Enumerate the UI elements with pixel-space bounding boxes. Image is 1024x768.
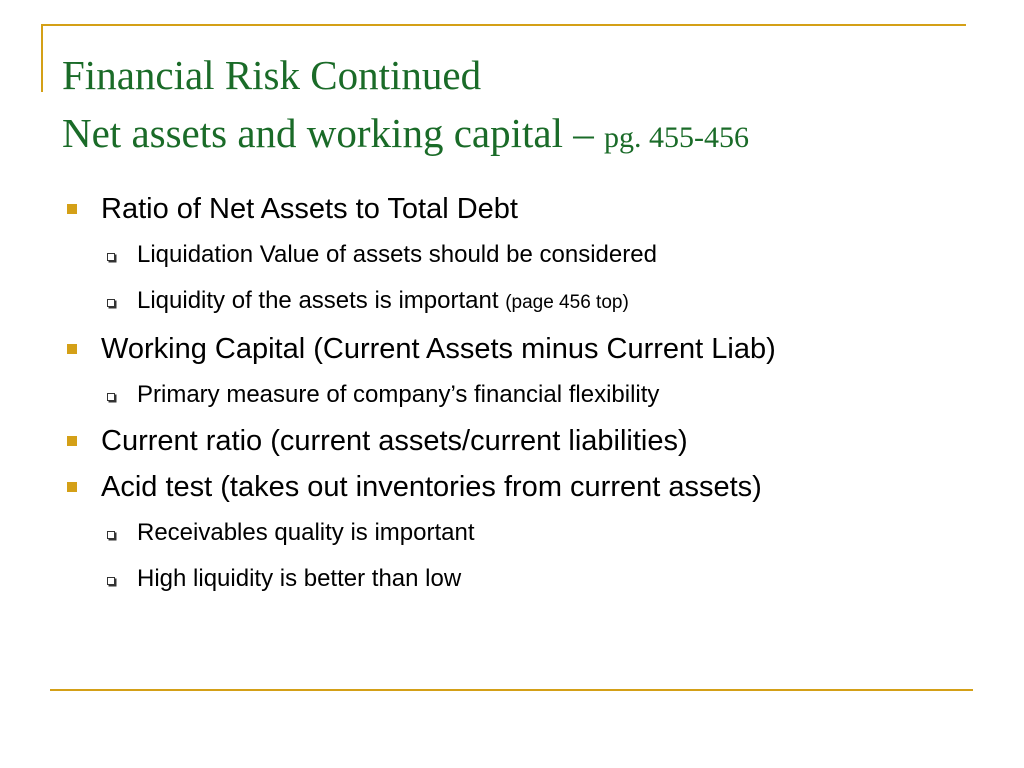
bullet-text: Ratio of Net Assets to Total Debt (101, 193, 518, 225)
bullet-item (62, 326, 1012, 372)
frame-top-rule (41, 24, 966, 26)
sub-bullet-item (62, 510, 1012, 556)
frame-left-rule (41, 24, 43, 92)
hollow-square-bullet-icon (107, 531, 115, 539)
square-bullet-icon (67, 204, 77, 214)
page-note: (page 456 top) (505, 292, 629, 313)
sub-bullet-text: Primary measure of company’s financial flexibility (137, 381, 660, 408)
square-bullet-icon (67, 344, 77, 354)
bullet-text: Acid test (takes out inventories from current assets) (101, 471, 762, 503)
bullet-item (62, 464, 1012, 510)
sub-bullet-item (62, 278, 1012, 326)
sub-bullet-text: Liquidation Value of assets should be considered (137, 241, 657, 268)
bullet-text: Current ratio (current assets/current liabilities) (101, 425, 688, 457)
sub-bullet-text: Receivables quality is important (137, 519, 475, 546)
hollow-square-bullet-icon (107, 253, 115, 261)
sub-bullet-text: High liquidity is better than low (137, 565, 462, 592)
bullet-item (62, 418, 1012, 464)
sub-bullet-text: Liquidity of the assets is important (137, 287, 506, 314)
title-line-1: Financial Risk Continued (62, 52, 482, 98)
square-bullet-icon (67, 482, 77, 492)
hollow-square-bullet-icon (107, 393, 115, 401)
title-page-reference: pg. 455-456 (603, 121, 749, 154)
square-bullet-icon (67, 436, 77, 446)
bullet-text: Working Capital (Current Assets minus Current Liab) (101, 333, 776, 365)
sub-bullet-item (62, 232, 1012, 278)
hollow-square-bullet-icon (107, 299, 115, 307)
hollow-square-bullet-icon (107, 577, 115, 585)
frame-bottom-rule (50, 689, 973, 691)
title-line-2-main: Net assets and working capital – (62, 110, 604, 156)
bullet-list (62, 186, 1012, 602)
bullet-item (62, 186, 1012, 232)
title-line-2 (62, 104, 992, 167)
slide-title (62, 46, 992, 167)
sub-bullet-item (62, 372, 1012, 418)
sub-bullet-item (62, 556, 1012, 602)
